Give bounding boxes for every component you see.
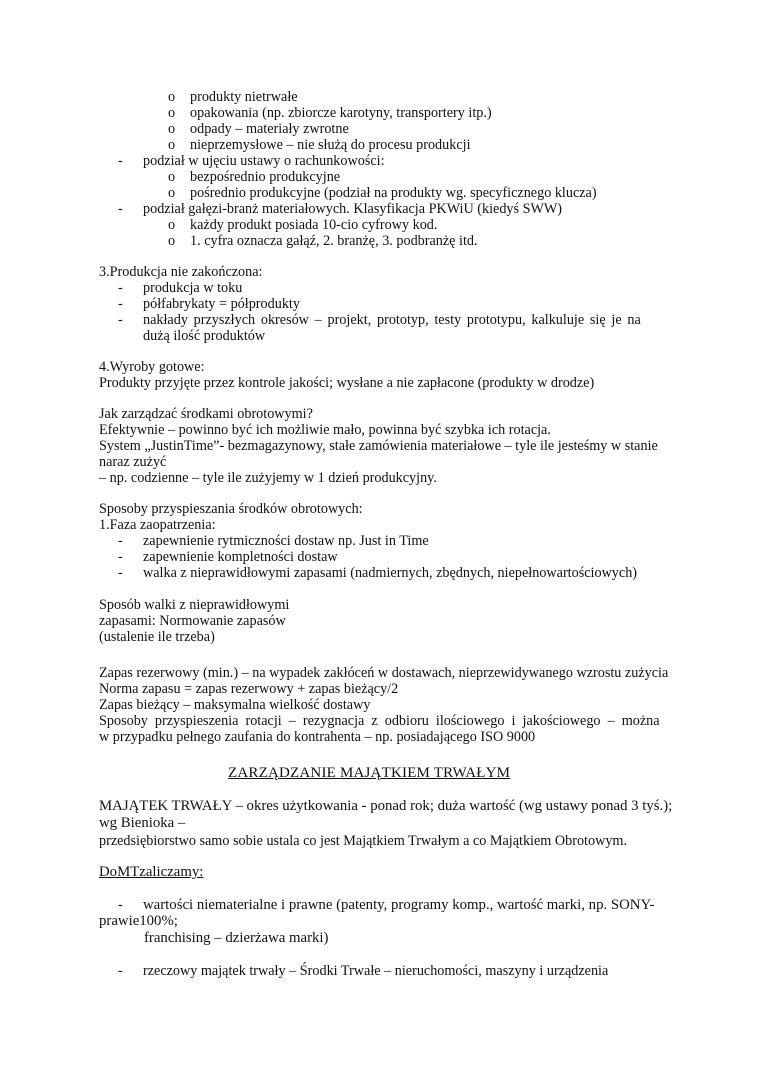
paragraph: MAJĄTEK TRWAŁY – okres użytkowania - ponad rok; duża wartość (wg ustawy ponad 3 tyś.); <box>99 798 673 814</box>
section-heading-4: 4.Wyroby gotowe: <box>99 359 205 375</box>
bullet-dash: - <box>118 201 123 217</box>
bullet-dash: - <box>118 153 123 169</box>
list-item: wartości niematerialne i prawne (patenty, programy komp., wartość marki, np. SONY- <box>143 897 655 913</box>
bullet-dash: - <box>118 296 123 312</box>
question-heading: Jak zarządzać środkami obrotowymi? <box>99 406 313 422</box>
list-item: półfabrykaty = półprodukty <box>143 296 300 312</box>
list-item: nakłady przyszłych okresów – projekt, prototyp, testy prototypu, kalkuluje się je na <box>143 312 641 328</box>
list-item-continuation: dużą ilość produktów <box>143 328 266 344</box>
paragraph: System „JustinTime”- bezmagazynowy, stałe zamówienia materiałowe – tyle ile jesteśmy w stanie <box>99 438 658 454</box>
list-item: rzeczowy majątek trwały – Środki Trwałe – nieruchomości, maszyny i urządzenia <box>143 963 609 979</box>
paragraph: Produkty przyjęte przez kontrole jakości; wysłane a nie zapłacone (produkty w drodze) <box>99 375 595 391</box>
section-heading: Sposoby przyspieszania środków obrotowych: <box>99 501 363 517</box>
list-item-galezie: podział gałęzi-branż materiałowych. Klasyfikacja PKWiU (kiedyś SWW) <box>143 201 562 217</box>
paragraph: naraz zużyć <box>99 454 167 470</box>
bullet-o: o <box>168 217 176 233</box>
list-item: każdy produkt posiada 10-cio cyfrowy kod. <box>190 217 438 233</box>
bullet-o: o <box>168 105 176 121</box>
bullet-dash: - <box>118 963 123 979</box>
paragraph: Zapas rezerwowy (min.) – na wypadek zakłóceń w dostawach, nieprzewidywanego wzrostu zużycia <box>99 665 669 681</box>
bullet-dash: - <box>118 533 123 549</box>
list-item: zapewnienie rytmiczności dostaw np. Just in Time <box>143 533 429 549</box>
bullet-o: o <box>168 121 176 137</box>
paragraph: (ustalenie ile trzeba) <box>99 629 215 645</box>
list-item: walka z nieprawidłowymi zapasami (nadmiernych, zbędnych, niepełnowartościowych) <box>143 565 638 581</box>
bullet-o: o <box>168 169 176 185</box>
bullet-dash: - <box>118 565 123 581</box>
subheading: 1.Faza zaopatrzenia: <box>99 517 216 533</box>
bullet-o: o <box>168 233 176 249</box>
bullet-dash: - <box>118 280 123 296</box>
list-item-continuation: franchising – dzierżawa marki) <box>144 930 329 946</box>
bullet-o: o <box>168 89 176 105</box>
paragraph: Efektywnie – powinno być ich możliwie mało, powinna być szybka ich rotacja. <box>99 422 551 438</box>
paragraph: w przypadku pełnego zaufania do kontrahenta – np. posiadającego ISO 9000 <box>99 729 536 745</box>
bullet-dash: - <box>118 549 123 565</box>
bullet-dash: - <box>118 897 123 913</box>
paragraph: Norma zapasu = zapas rezerwowy + zapas bieżący/2 <box>99 681 399 697</box>
list-item: opakowania (np. zbiorcze karotyny, transportery itp.) <box>190 105 492 121</box>
page-section-title: ZARZĄDZANIE MAJĄTKIEM TRWAŁYM <box>228 765 511 781</box>
list-item: bezpośrednio produkcyjne <box>190 169 341 185</box>
paragraph: przedsiębiorstwo samo sobie ustala co jest Majątkiem Trwałym a co Majątkiem Obrotowym. <box>99 833 627 849</box>
paragraph: – np. codzienne – tyle ile zużyjemy w 1 dzień produkcyjny. <box>99 470 437 486</box>
list-item-continuation: prawie100%; <box>99 913 178 929</box>
paragraph: Sposoby przyspieszenia rotacji – rezygnacja z odbioru ilościowego i jakościowego – można <box>99 713 660 729</box>
list-item: produkty nietrwałe <box>190 89 298 105</box>
subheading-domt: DoMTzaliczamy: <box>99 864 204 880</box>
list-item: nieprzemysłowe – nie służą do procesu produkcji <box>190 137 471 153</box>
list-item: zapewnienie kompletności dostaw <box>143 549 338 565</box>
list-item: pośrednio produkcyjne (podział na produkty wg. specyficznego klucza) <box>190 185 597 201</box>
paragraph: Sposób walki z nieprawidłowymi <box>99 597 290 613</box>
list-item: produkcja w toku <box>143 280 243 296</box>
paragraph: Zapas bieżący – maksymalna wielkość dostawy <box>99 697 371 713</box>
list-item: 1. cyfra oznacza gałąź, 2. branżę, 3. podbranżę itd. <box>190 233 478 249</box>
bullet-dash: - <box>118 312 123 328</box>
paragraph: wg Bienioka – <box>99 815 186 831</box>
bullet-o: o <box>168 185 176 201</box>
section-heading-3: 3.Produkcja nie zakończona: <box>99 264 263 280</box>
list-item: odpady – materiały zwrotne <box>190 121 349 137</box>
list-item-ustawa: podział w ujęciu ustawy o rachunkowości: <box>143 153 385 169</box>
bullet-o: o <box>168 137 176 153</box>
paragraph: zapasami: Normowanie zapasów <box>99 613 286 629</box>
